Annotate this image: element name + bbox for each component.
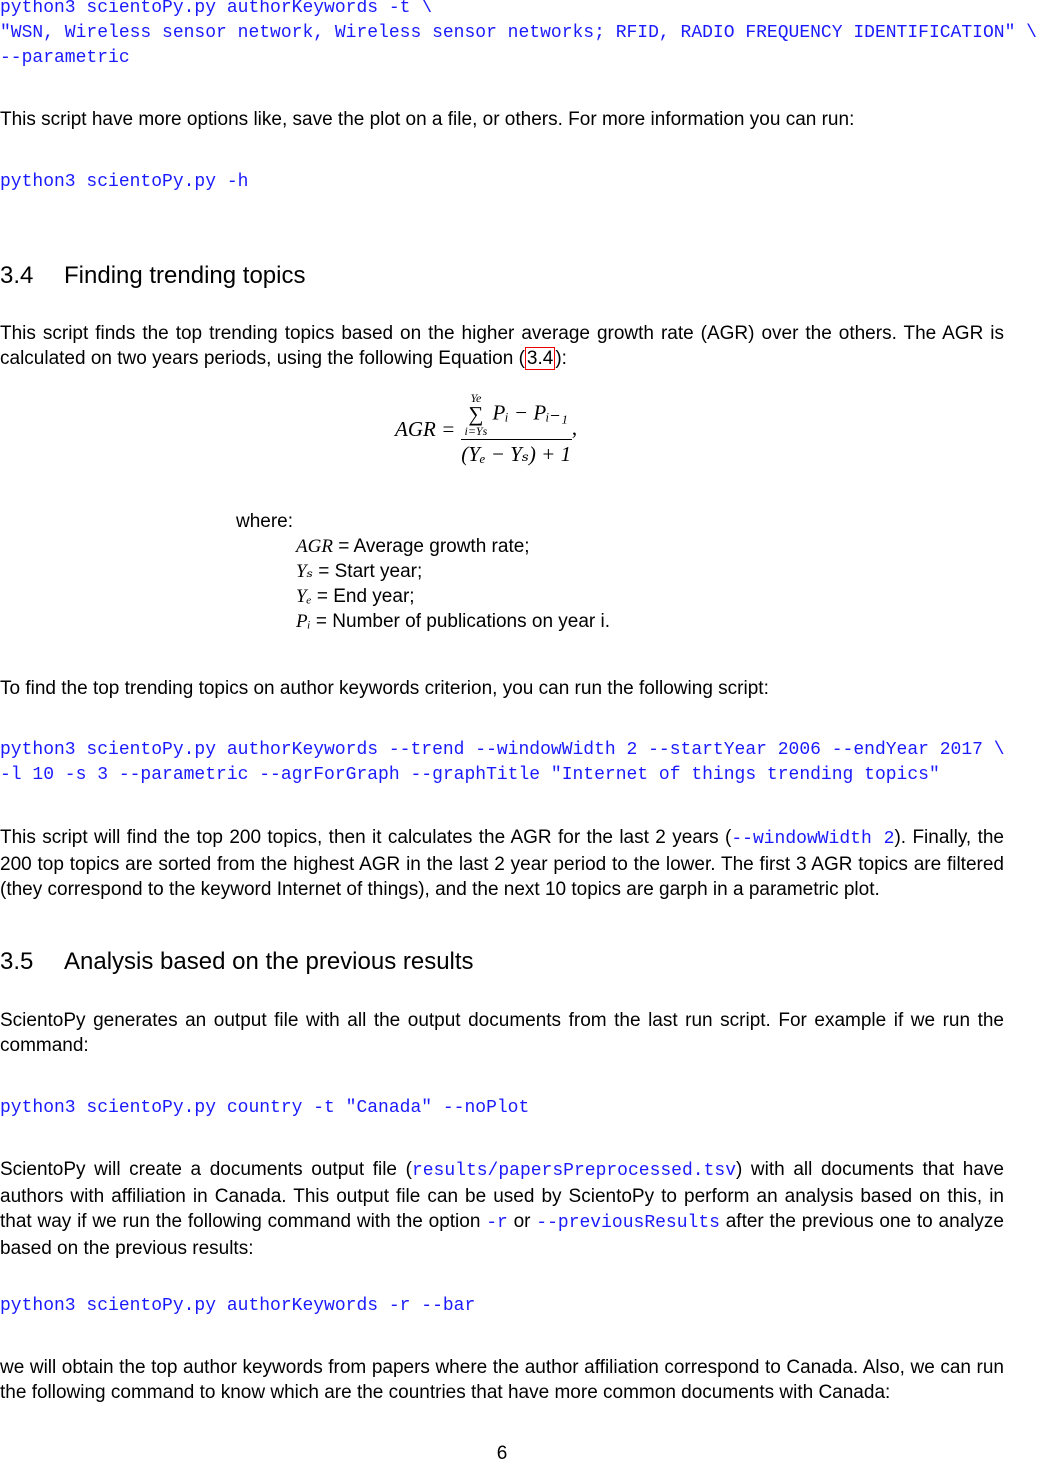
eq-fraction — [461, 392, 572, 467]
sum-symbol: Ye ∑ i=Ys — [464, 391, 488, 438]
eq-denominator: (Yₑ − Yₛ) + 1 — [461, 442, 572, 466]
section-number: 3.5 — [0, 948, 34, 975]
def-symbol: Yₑ — [296, 586, 312, 607]
section-title: Analysis based on the previous results — [64, 948, 474, 975]
text: ): — [555, 348, 567, 369]
code-line: "WSN, Wireless sensor network, Wireless sensor networks; RFID, RADIO FREQUENCY IDENTIFICATION" \ — [0, 23, 1037, 43]
paragraph — [0, 825, 1004, 902]
text: This script will find the top 200 topics, then it calculates the AGR for the last 2 years ( — [0, 827, 732, 848]
inline-code: --previousResults — [536, 1213, 720, 1233]
text: ) with all documents that have authors with affiliation in Canada. This output file can be used by ScientoPy to perform an analysis based on this, in that way if we run the following command with the option — [0, 1159, 1004, 1232]
def-text: = Number of publications on year i. — [315, 611, 611, 632]
code-line: --parametric — [0, 48, 130, 68]
page-number: 6 — [496, 1443, 508, 1464]
text: or — [507, 1211, 537, 1232]
sum-lower: i=Ys — [464, 424, 488, 438]
definitions-list — [296, 534, 610, 634]
section-title: Finding trending topics — [64, 262, 306, 289]
section-heading-3-4 — [0, 261, 1004, 291]
def-text: = Average growth rate; — [338, 536, 530, 557]
code-block-3 — [0, 738, 1004, 788]
numerator-text: Pᵢ − Pᵢ₋₁ — [492, 400, 568, 425]
def-symbol: Yₛ — [296, 561, 313, 582]
code-block-4: python3 scientoPy.py country -t "Canada" --noPlot — [0, 1098, 530, 1118]
def-symbol: Pᵢ — [296, 611, 311, 632]
definition — [296, 584, 610, 609]
paragraph: This script have more options like, save the plot on a file, or others. For more information you can run: — [0, 109, 855, 130]
text: This script finds the top trending topics based on the higher average growth rate (AGR) over the others. The AGR is calculated on two years periods, using the following Equation ( — [0, 323, 1004, 369]
sum-upper: Ye — [470, 391, 482, 405]
code-line: -l 10 -s 3 --parametric --agrForGraph --graphTitle "Internet of things trending topics" — [0, 765, 940, 785]
code-block-5: python3 scientoPy.py authorKeywords -r --bar — [0, 1296, 476, 1316]
paragraph: ScientoPy generates an output file with all the output documents from the last run script. For example if we run the command: — [0, 1010, 1004, 1056]
paragraph — [0, 1157, 1004, 1261]
eq-lhs: AGR = — [395, 417, 456, 441]
paragraph — [0, 321, 1004, 371]
def-text: = End year; — [316, 586, 415, 607]
inline-code: -r — [486, 1213, 508, 1233]
code-block-1 — [0, 0, 1037, 71]
equation-ref-link[interactable]: 3.4 — [526, 348, 554, 369]
paragraph: To find the top trending topics on author keywords criterion, you can run the following script: — [0, 678, 769, 699]
where-label: where: — [236, 511, 294, 532]
code-line: python3 scientoPy.py authorKeywords -t \ — [0, 0, 433, 18]
paragraph: we will obtain the top author keywords from papers where the author affiliation correspond to Canada. Also, we can run the following command to know which are the countries that have more common documents with Canada: — [0, 1357, 1004, 1403]
text: ScientoPy will create a documents output file ( — [0, 1159, 412, 1180]
definition — [296, 609, 610, 634]
def-text: = Start year; — [318, 561, 423, 582]
eq-comma: , — [571, 415, 578, 440]
section-number: 3.4 — [0, 262, 34, 289]
inline-code: results/papersPreprocessed.tsv — [411, 1161, 736, 1181]
definition — [296, 559, 610, 584]
code-line: python3 scientoPy.py authorKeywords --trend --windowWidth 2 --startYear 2006 --endYear 2017 \ — [0, 740, 1005, 760]
section-heading-3-5 — [0, 947, 1004, 977]
equation-agr — [395, 392, 577, 467]
code-block-2: python3 scientoPy.py -h — [0, 172, 249, 192]
inline-code: --windowWidth 2 — [731, 829, 895, 849]
definition — [296, 534, 610, 559]
def-symbol: AGR — [296, 536, 333, 557]
text: after the previous one to analyze based on the previous results: — [0, 1211, 1004, 1259]
text: ). Finally, the 200 top topics are sorted from the highest AGR in the last 2 year period to the lower. The first 3 AGR topics are filtered (they correspond to the keyword Internet of things), and the next 10 topics are garph in a parametric plot. — [0, 827, 1004, 900]
eq-numerator — [461, 392, 572, 440]
